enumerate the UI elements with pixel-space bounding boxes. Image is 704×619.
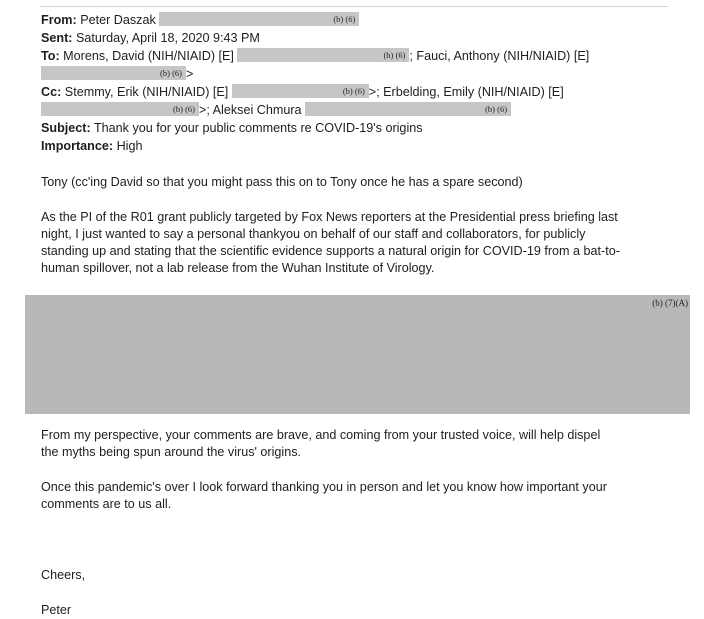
- to-row: [41, 48, 681, 66]
- redaction-code: (b) (7)(A): [652, 298, 688, 308]
- text-line: comments are to us all.: [41, 497, 172, 511]
- redaction-code: (b) (6): [383, 50, 406, 60]
- to-close: >: [186, 67, 194, 81]
- closing: Cheers,: [41, 568, 86, 582]
- cc-value: Stemmy, Erik (NIH/NIAID) [E]: [64, 85, 229, 99]
- cc-row-continued: [41, 102, 681, 120]
- subject-value: Thank you for your public comments re COVID-19's origins: [93, 121, 423, 135]
- importance-value: High: [116, 139, 143, 153]
- signature: Peter: [41, 603, 72, 617]
- redaction-code: (b) (6): [333, 14, 356, 24]
- text-line: From my perspective, your comments are brave, and coming from your trusted voice, will help dispel: [41, 428, 601, 442]
- text-line: night, I just wanted to say a personal thankyou on behalf of our staff and collaborators, for publicly: [41, 227, 586, 241]
- text-line: human spillover, not a lab release from the Wuhan Institute of Virology.: [41, 261, 435, 275]
- cc-value-3: >; Aleksei Chmura: [199, 103, 302, 117]
- redaction-code: (b) (6): [173, 104, 195, 114]
- from-row: [41, 12, 681, 30]
- paragraph-1: [41, 209, 671, 277]
- redaction-box: [41, 66, 186, 80]
- to-value-2: ; Fauci, Anthony (NIH/NIAID) [E]: [409, 49, 590, 63]
- importance-row: [41, 138, 681, 156]
- to-row-continued: [41, 66, 681, 84]
- text-line: Once this pandemic's over I look forward thanking you in person and let you know how important your: [41, 480, 607, 494]
- redaction-box: [305, 102, 511, 116]
- text-line: the myths being spun around the virus' origins.: [41, 445, 302, 459]
- paragraph-3: [41, 479, 671, 513]
- redaction-box: [232, 84, 369, 98]
- paragraph-2: [41, 427, 671, 461]
- to-value: Morens, David (NIH/NIAID) [E]: [63, 49, 234, 63]
- top-rule: [40, 6, 668, 7]
- sent-value: Saturday, April 18, 2020 9:43 PM: [75, 31, 260, 45]
- redaction-code: (b) (6): [342, 86, 365, 96]
- cc-value-2: >; Erbelding, Emily (NIH/NIAID) [E]: [368, 85, 564, 99]
- text-line: As the PI of the R01 grant publicly targeted by Fox News reporters at the Presidential press briefing last: [41, 210, 618, 224]
- email-header: [41, 12, 681, 156]
- subject-row: [41, 120, 681, 138]
- subject-label: Subject:: [41, 121, 91, 135]
- cc-row: [41, 84, 681, 102]
- sent-row: [41, 30, 681, 48]
- block-redaction: [25, 295, 690, 414]
- redaction-box: [41, 102, 199, 116]
- redaction-box: [159, 12, 359, 26]
- greeting: Tony (cc'ing David so that you might pass this on to Tony once he has a spare second): [41, 175, 523, 189]
- sent-label: Sent:: [41, 31, 73, 45]
- from-label: From:: [41, 13, 77, 27]
- redaction-code: (b) (6): [160, 68, 182, 78]
- redaction-code: (b) (6): [485, 104, 508, 114]
- redaction-box: [237, 48, 409, 62]
- from-value: Peter Daszak: [80, 13, 156, 27]
- to-label: To:: [41, 49, 60, 63]
- cc-label: Cc:: [41, 85, 62, 99]
- importance-label: Importance:: [41, 139, 114, 153]
- text-line: standing up and stating that the scientific evidence supports a natural origin for COVID-19 from a bat-to-: [41, 244, 620, 258]
